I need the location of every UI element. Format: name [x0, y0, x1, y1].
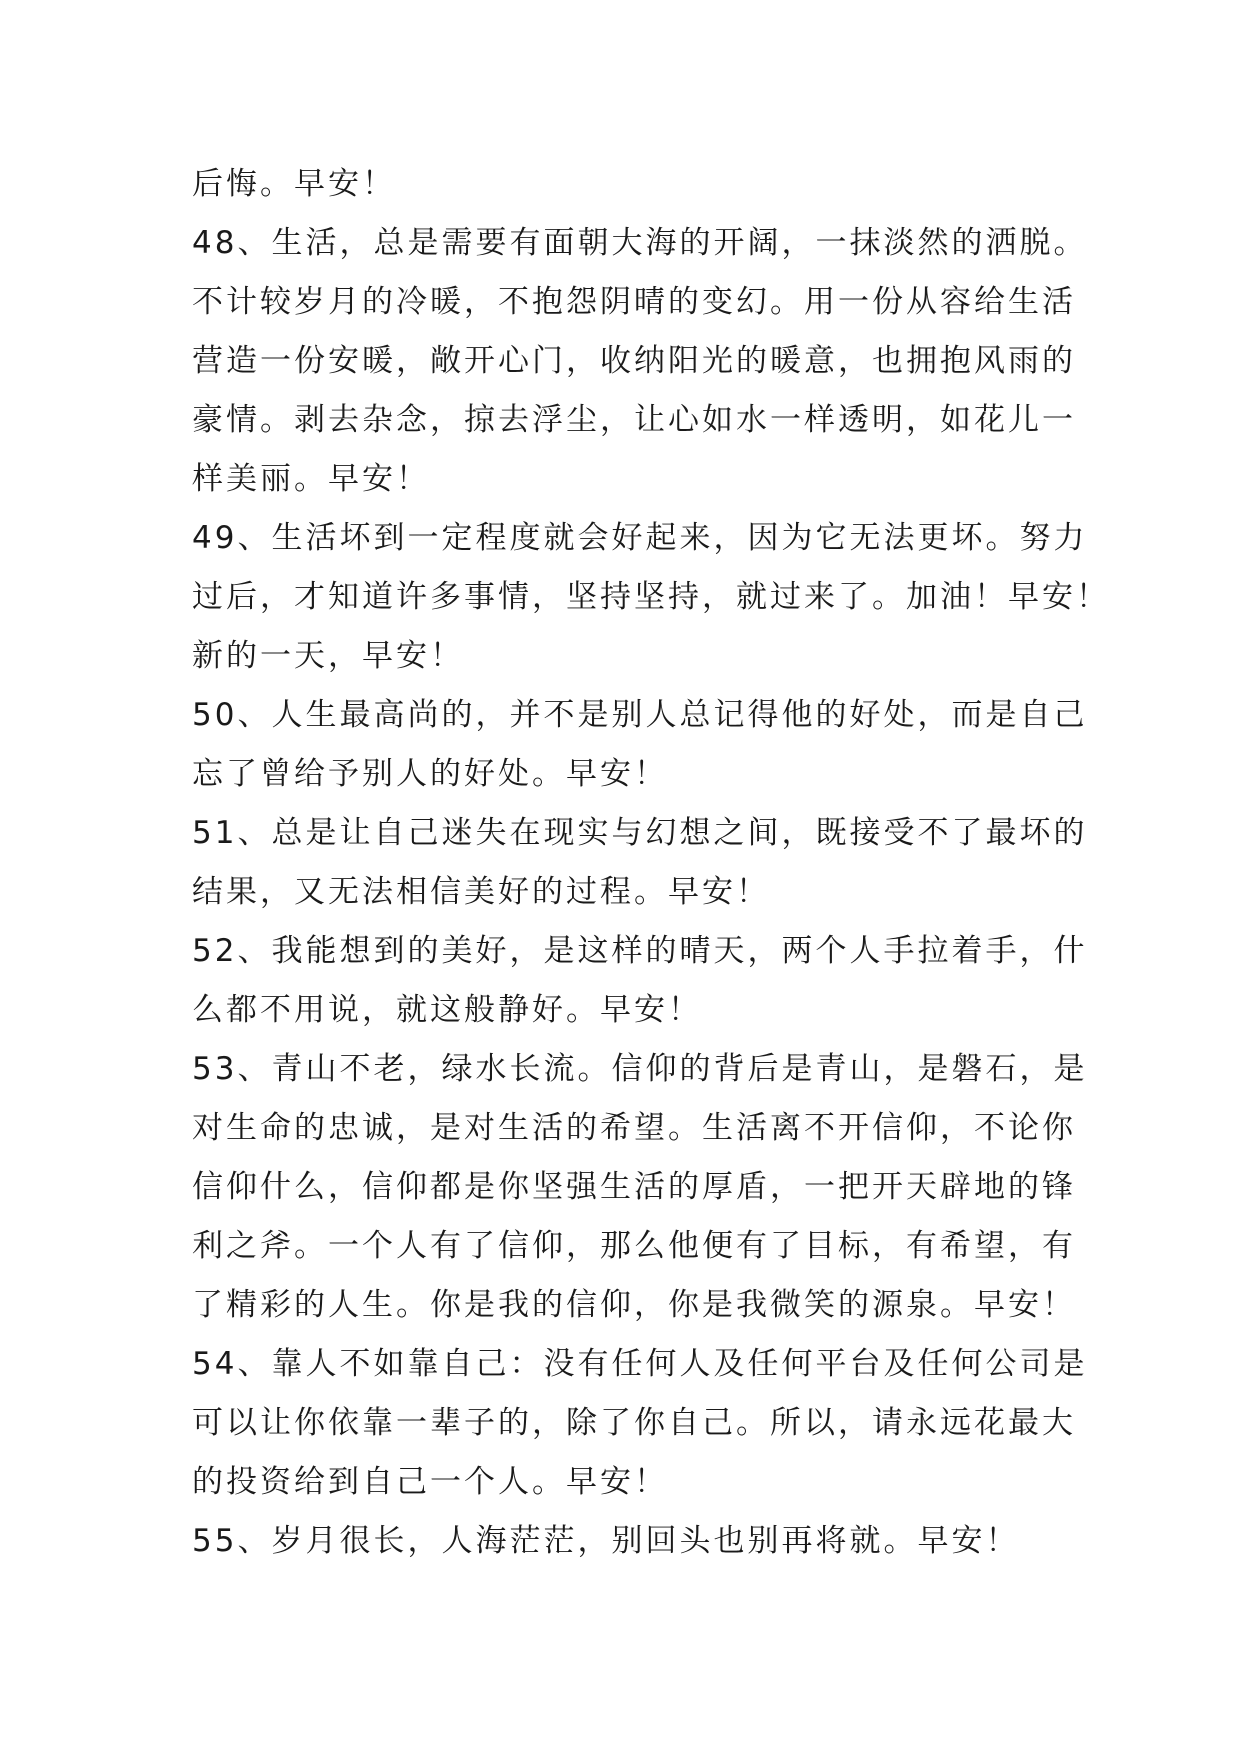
document-body — [192, 155, 1110, 1571]
text-line: 后悔。早安！ — [192, 166, 396, 202]
text-line: 豪情。剥去杂念，掠去浮尘，让心如水一样透明，如花儿一 — [192, 402, 1076, 438]
text-line: 53、青山不老，绿水长流。信仰的背后是青山，是磐石，是 — [192, 1051, 1088, 1087]
text-line: 54、靠人不如靠自己：没有任何人及任何平台及任何公司是 — [192, 1346, 1088, 1382]
text-line: 结果，又无法相信美好的过程。早安！ — [192, 874, 770, 910]
text-line: 对生命的忠诚，是对生活的希望。生活离不开信仰，不论你 — [192, 1110, 1076, 1146]
text-line: 么都不用说，就这般静好。早安！ — [192, 992, 702, 1028]
text-line: 营造一份安暖，敞开心门，收纳阳光的暖意，也拥抱风雨的 — [192, 343, 1076, 379]
text-line: 可以让你依靠一辈子的，除了你自己。所以，请永远花最大 — [192, 1405, 1076, 1441]
text-line: 信仰什么，信仰都是你坚强生活的厚盾，一把开天辟地的锋 — [192, 1169, 1076, 1205]
text-line: 忘了曾给予别人的好处。早安！ — [192, 756, 668, 792]
text-line: 利之斧。一个人有了信仰，那么他便有了目标，有希望，有 — [192, 1228, 1076, 1264]
text-line: 新的一天，早安！ — [192, 638, 464, 674]
text-line: 的投资给到自己一个人。早安！ — [192, 1464, 668, 1500]
text-line: 49、生活坏到一定程度就会好起来，因为它无法更坏。努力 — [192, 520, 1088, 556]
text-line: 50、人生最高尚的，并不是别人总记得他的好处，而是自己 — [192, 697, 1088, 733]
text-line: 不计较岁月的冷暖，不抱怨阴晴的变幻。用一份从容给生活 — [192, 284, 1076, 320]
text-line: 51、总是让自己迷失在现实与幻想之间，既接受不了最坏的 — [192, 815, 1088, 851]
text-line: 55、岁月很长，人海茫茫，别回头也别再将就。早安！ — [192, 1523, 1020, 1559]
text-line: 样美丽。早安！ — [192, 461, 430, 497]
text-line: 52、我能想到的美好，是这样的晴天，两个人手拉着手，什 — [192, 933, 1088, 969]
text-line: 了精彩的人生。你是我的信仰，你是我微笑的源泉。早安！ — [192, 1287, 1076, 1323]
text-line: 48、生活，总是需要有面朝大海的开阔，一抹淡然的洒脱。 — [192, 225, 1088, 261]
text-line: 过后，才知道许多事情，坚持坚持，就过来了。加油！早安！ — [192, 579, 1110, 615]
